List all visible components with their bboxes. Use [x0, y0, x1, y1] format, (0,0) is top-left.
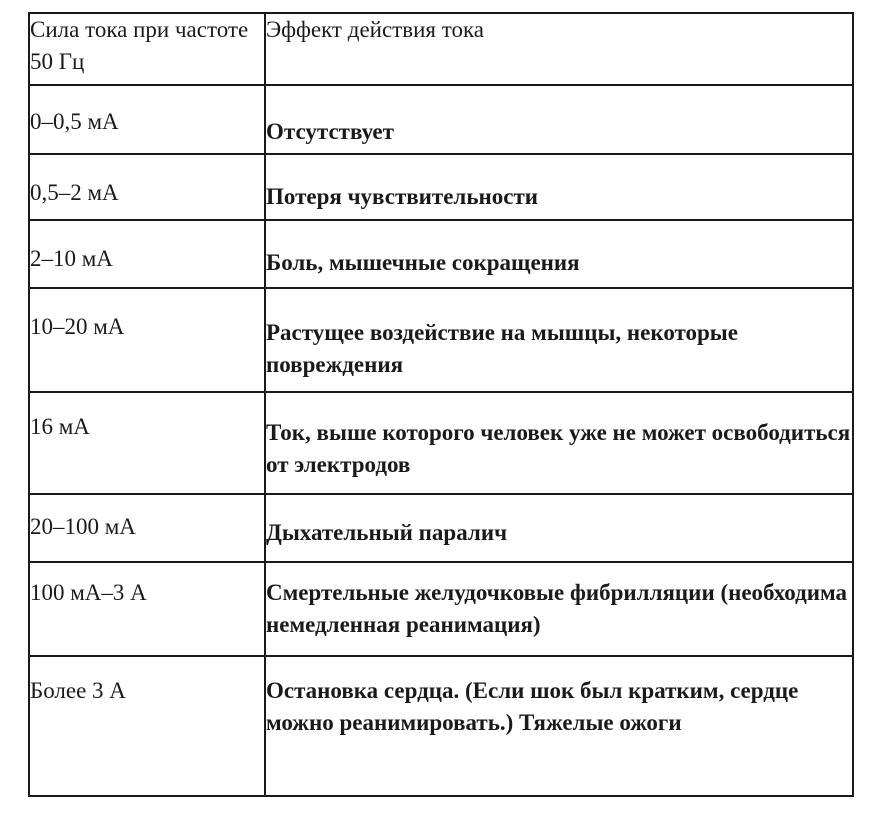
header-effect: Эффект действия тока: [265, 13, 853, 85]
effect-text: Остановка сердца. (Если шок был кратким, сердце можно реанимировать.) Тяжелые ожоги: [265, 656, 853, 796]
current-value: 0–0,5 мА: [29, 85, 265, 154]
current-value: 10–20 мА: [29, 288, 265, 392]
header-row: [29, 13, 853, 85]
effect-text: Смертельные желудочковые фибрилляции (необходима немедленная реанимация): [265, 562, 853, 656]
effect-text: Дыхательный паралич: [265, 494, 853, 562]
table-row: [29, 220, 853, 288]
current-effects-table: [28, 12, 854, 797]
effect-text: Растущее воздействие на мышцы, некоторые повреждения: [265, 288, 853, 392]
current-value: 100 мА–3 А: [29, 562, 265, 656]
table-row: [29, 154, 853, 220]
current-value: 16 мА: [29, 392, 265, 494]
table-row: [29, 85, 853, 154]
current-value: Более 3 А: [29, 656, 265, 796]
table-row: [29, 288, 853, 392]
table-row: [29, 562, 853, 656]
header-current: Сила тока при частоте 50 Гц: [29, 13, 265, 85]
current-value: 0,5–2 мА: [29, 154, 265, 220]
table-row: [29, 392, 853, 494]
effect-text: Боль, мышечные сокращения: [265, 220, 853, 288]
effect-text: Ток, выше которого человек уже не может освободиться от электродов: [265, 392, 853, 494]
effect-text: Потеря чувствительности: [265, 154, 853, 220]
current-value: 2–10 мА: [29, 220, 265, 288]
table-row: [29, 656, 853, 796]
effect-text: Отсутствует: [265, 85, 853, 154]
table-row: [29, 494, 853, 562]
current-value: 20–100 мА: [29, 494, 265, 562]
